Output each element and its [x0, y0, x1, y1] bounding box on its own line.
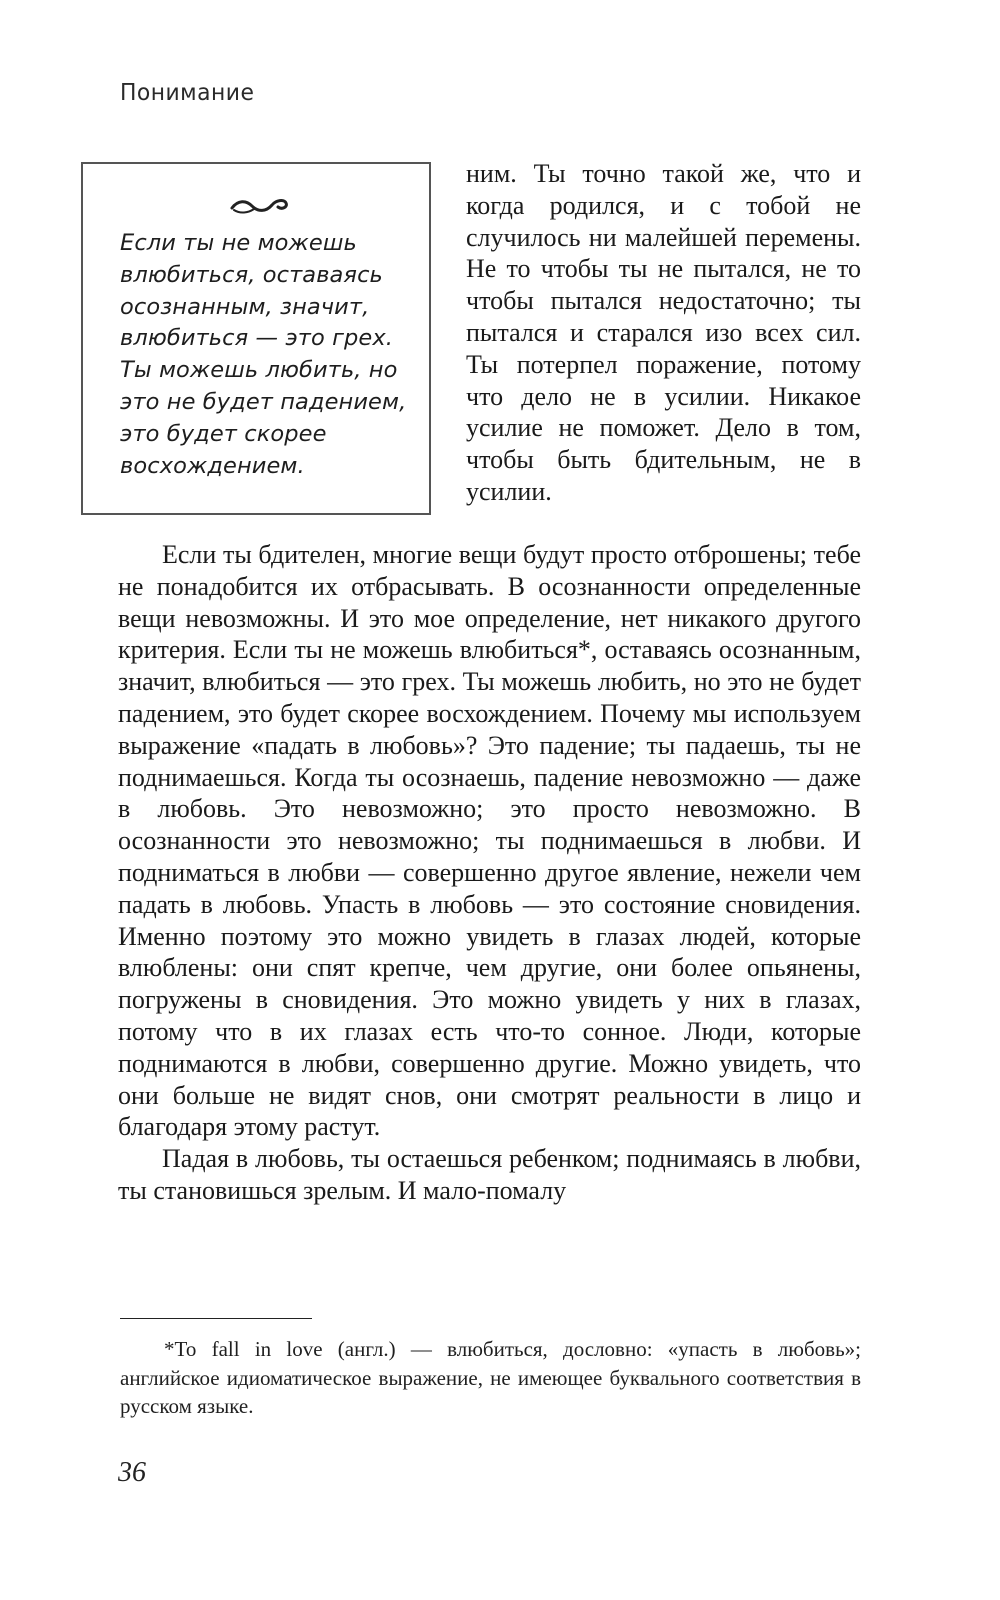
running-head: Понимание	[120, 80, 255, 106]
pull-quote-text: Если ты не можешь влюбиться, оставаясь осознанным, значит, влюбиться — это грех. Ты можешь любить, но это не будет падением, это будет скорее восхождением.	[120, 230, 407, 479]
footnote-divider	[120, 1318, 312, 1319]
paragraph: Если ты бдителен, многие вещи будут просто отброшены; тебе не понадобится их отбрасывать. В осознанности определенные вещи невозможны. И это мое определение, нет никакого другого критерия. Если ты не можешь влюбиться*, оставаясь осознанным, значит, влюбиться — это грех. Ты можешь любить, но это не будет падением, это будет скорее восхождением. Почему мы используем выражение «падать в любовь»? Это падение; ты падаешь, ты не поднимаешься. Когда ты осознаешь, падение невозможно — даже в любовь. Это невозможно; это просто невозможно. В осознанности это невозможно; ты поднимаешься в любви. И подниматься в любви — совершенно другое явление, нежели чем падать в любовь. Упасть в любовь — это состояние сновидения. Именно поэтому это можно увидеть в глазах людей, которые влюблены: они спят крепче, чем другие, они более опьянены, погружены в сновидения. Это можно увидеть у них в глазах, потому что в их глазах есть что-то сонное. Люди, которые поднимаются в любви, совершенно другие. Можно увидеть, что они больше не видят снов, они смотрят реальности в лицо и благодаря этому растут.	[118, 540, 861, 1142]
footnote: *To fall in love (англ.) — влюбиться, дословно: «упасть в любовь»; английское идиоматическое выражение, не имеющее буквального соответствия в русском языке.	[120, 1337, 861, 1418]
paragraph: Падая в любовь, ты остаешься ребенком; поднимаясь в любви, ты становишься зрелым. И мало-помалу	[118, 1144, 861, 1205]
flourish-icon	[228, 194, 290, 218]
main-column	[118, 539, 861, 1207]
pull-quote-box	[81, 162, 431, 515]
page-number: 36	[118, 1457, 146, 1488]
side-column-text: ним. Ты точно такой же, что и когда родился, и с тобой не случилось ни малейшей перемены. Не то чтобы ты не пытался, не то чтобы пытался недостаточно; ты пытался и старался изо всех сил. Ты потерпел поражение, потому что дело не в усилии. Никакое усилие не поможет. Дело в том, чтобы быть бдительным, не в усилии.	[466, 159, 861, 506]
